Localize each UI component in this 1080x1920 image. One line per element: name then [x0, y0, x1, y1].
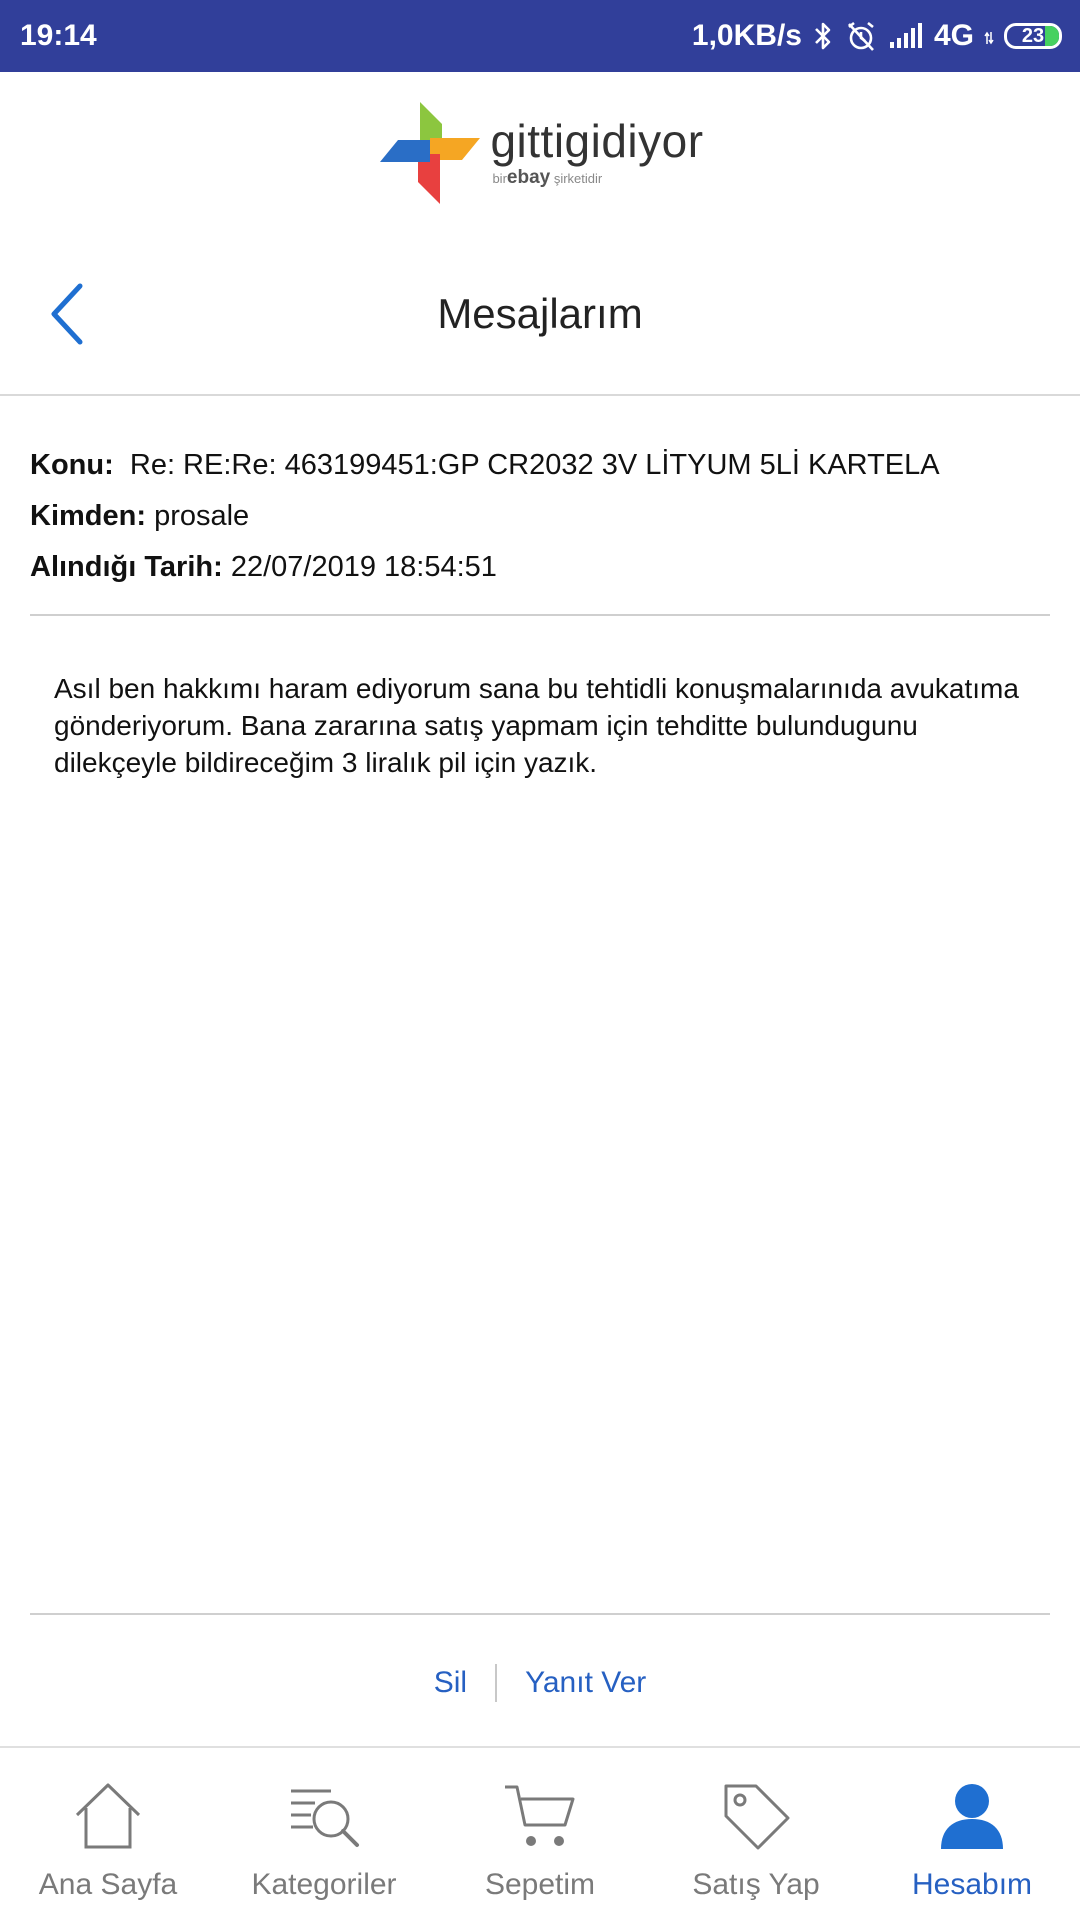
nav-item-cart[interactable]	[432, 1748, 648, 1920]
delete-button[interactable]: Sil	[433, 1666, 468, 1699]
page-header	[0, 232, 1080, 396]
reply-button[interactable]: Yanıt Ver	[525, 1666, 647, 1699]
network-speed: 1,0KB/s	[691, 19, 802, 52]
status-time: 19:14	[20, 19, 97, 52]
subject-row	[30, 440, 1050, 491]
logo-area	[0, 72, 1080, 232]
category-search-icon	[287, 1781, 361, 1851]
battery-level: 23	[1021, 24, 1045, 47]
nav-label-home: Ana Sayfa	[38, 1868, 178, 1901]
message-meta	[30, 440, 1050, 593]
meta-divider	[30, 614, 1050, 616]
network-arrows-icon	[984, 26, 994, 46]
home-icon	[73, 1781, 143, 1851]
battery-icon	[1004, 23, 1062, 49]
nav-item-account[interactable]	[864, 1748, 1080, 1920]
pinwheel-logo-icon	[376, 98, 484, 206]
status-indicators	[692, 19, 1062, 53]
nav-label-categories: Kategoriler	[251, 1868, 397, 1901]
chevron-left-icon	[46, 282, 86, 346]
subject-label: Konu:	[30, 449, 114, 481]
date-label: Alındığı Tarih:	[30, 551, 223, 583]
alarm-off-icon	[844, 19, 878, 53]
from-value: prosale	[154, 500, 250, 532]
nav-item-sell[interactable]	[648, 1748, 864, 1920]
back-button[interactable]	[36, 274, 96, 354]
logo-text	[490, 114, 704, 188]
page-title: Mesajlarım	[437, 290, 643, 337]
account-icon	[939, 1781, 1005, 1851]
nav-item-categories[interactable]	[216, 1748, 432, 1920]
status-bar	[0, 0, 1080, 72]
logo-tagline: birebay şirketidir	[492, 166, 603, 188]
bluetooth-icon	[812, 20, 834, 52]
bottom-navigation	[0, 1746, 1080, 1920]
subject-value: Re: RE:Re: 463199451:GP CR2032 3V LİTYUM 5Lİ KARTELA	[129, 449, 940, 481]
network-type: 4G	[933, 19, 974, 52]
from-row	[30, 491, 1050, 542]
nav-item-home[interactable]	[0, 1748, 216, 1920]
nav-label-account: Hesabım	[911, 1868, 1033, 1901]
brand-logo[interactable]	[376, 98, 703, 206]
message-body: Asıl ben hakkımı haram ediyorum sana bu tehtidli konuşmalarınıda avukatıma gönderiyorum. Bana zararına satış yapmam için tehditte bulundugunu dilekçeyle bildireceğim 3 liralık pil için yazık.	[54, 673, 1019, 778]
signal-icon	[888, 22, 924, 50]
nav-label-sell: Satış Yap	[692, 1868, 820, 1901]
cart-icon	[503, 1779, 577, 1853]
price-tag-icon	[720, 1780, 792, 1852]
date-row	[30, 542, 1050, 593]
message-actions	[0, 1630, 1080, 1736]
from-label: Kimden:	[30, 500, 146, 532]
actions-divider	[30, 1613, 1050, 1615]
logo-wordmark: gittigidiyor	[490, 114, 704, 167]
date-value: 22/07/2019 18:54:51	[230, 551, 497, 583]
nav-label-cart: Sepetim	[484, 1868, 596, 1901]
